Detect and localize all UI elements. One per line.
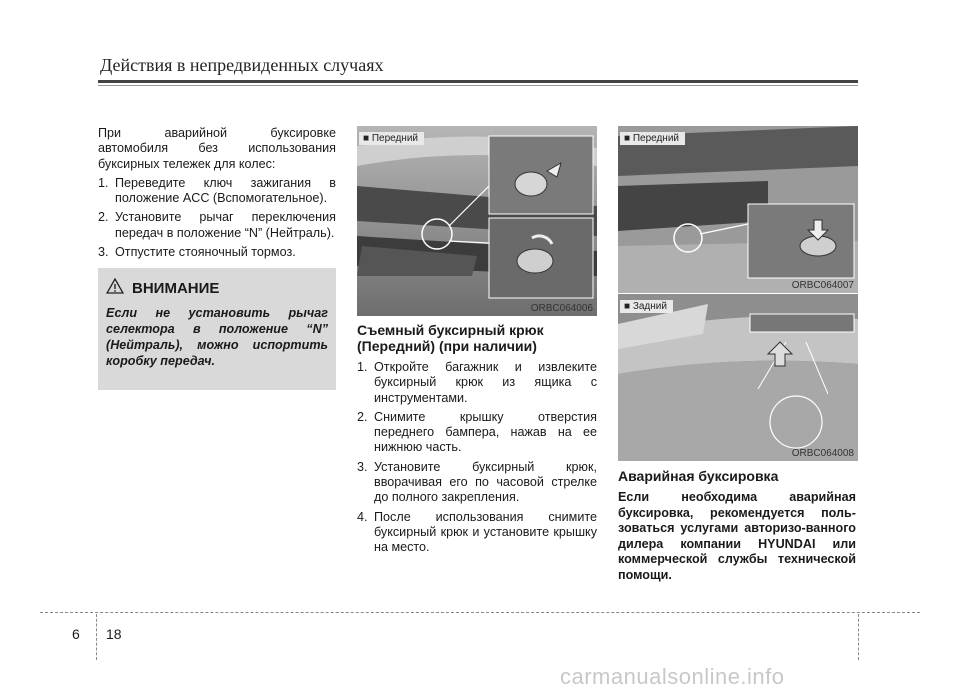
front-cover-illustration (618, 126, 858, 293)
figure-front-tow-hook (357, 126, 597, 316)
step-text: Переведите ключ зажигания в положение ACC (Вспомогательное). (115, 175, 336, 206)
rear-bumper-illustration (618, 294, 858, 461)
intro-paragraph (98, 126, 336, 172)
figure-code: ORBC064008 (791, 448, 854, 459)
intro-line-2: автомобиля без использования (98, 141, 336, 156)
step-number: 1. (98, 175, 109, 190)
front-bumper-illustration (357, 126, 597, 316)
step-text: Установите рычаг переключения передач в положение “N” (Нейтраль). (115, 210, 336, 240)
figure-label: ■ Задний (620, 300, 673, 313)
intro-line-3: буксирных тележек для колес: (98, 156, 276, 171)
step-text: Снимите крышку отверстия переднего бампера, нажав на ее нижнюю часть. (374, 409, 597, 455)
section-title: Аварийная буксировка (618, 468, 779, 484)
watermark: carmanualsonline.info (560, 664, 785, 689)
intro-line-1: При аварийной буксировке (98, 126, 336, 140)
figure-front-hook-cover (618, 126, 858, 293)
footer-divider (858, 614, 859, 660)
header-rule (98, 80, 858, 83)
step-number: 3. (357, 459, 368, 474)
page-header-title: Действия в непредвиденных случаях (100, 55, 384, 75)
step-text: Установите буксирный крюк, вворачивая его по часовой стрелке до полного закрепления. (374, 459, 597, 505)
warning-text: Если не установить рычаг селектора в положение “N” (Нейтраль), можно испортить коробку передач. (106, 306, 328, 368)
step-number: 3. (98, 245, 109, 260)
column-middle (357, 322, 597, 560)
step-text: После использования снимите буксирный крюк и установите крышку на место. (374, 509, 597, 555)
list-item (357, 460, 597, 506)
step-number: 1. (357, 360, 368, 374)
figure-label: ■ Передний (620, 132, 685, 145)
step-text: Откройте багажник и извлеките буксирный крюк из ящика с инструментами. (374, 360, 597, 405)
list-item (357, 360, 597, 406)
step-number: 2. (357, 409, 368, 424)
page-number: 18 (106, 626, 122, 642)
column-left (98, 126, 336, 264)
figure-code: ORBC064006 (530, 303, 593, 314)
header-rule-thin (98, 85, 858, 86)
warning-header (106, 278, 328, 299)
step-number: 4. (357, 509, 368, 524)
section-title: Съемный буксирный крюк (Передний) (при наличии) (357, 322, 544, 354)
step-number: 2. (98, 210, 109, 225)
footer-rule (40, 612, 920, 613)
list-item (357, 510, 597, 556)
list-item (357, 410, 597, 456)
step-text: Отпустите стояночный тормоз. (115, 245, 296, 260)
footer-divider (96, 614, 97, 660)
warning-box (98, 268, 336, 390)
figure-label: ■ Передний (359, 132, 424, 145)
list-item (98, 210, 336, 241)
warning-title: ВНИМАНИЕ (132, 280, 220, 297)
chapter-number: 6 (72, 626, 80, 642)
figure-code: ORBC064007 (791, 280, 854, 291)
figure-rear-tow-hook (618, 294, 858, 461)
warning-triangle-icon (106, 278, 124, 299)
list-item (98, 176, 336, 207)
list-item (98, 245, 336, 260)
column-right (618, 468, 856, 583)
emergency-tow-text: Если необходима аварийная буксировка, рекомендуется поль-зоваться услугами авторизо-ванного дилера компании HYUNDAI или коммерческой службы технической помощи. (618, 490, 856, 582)
